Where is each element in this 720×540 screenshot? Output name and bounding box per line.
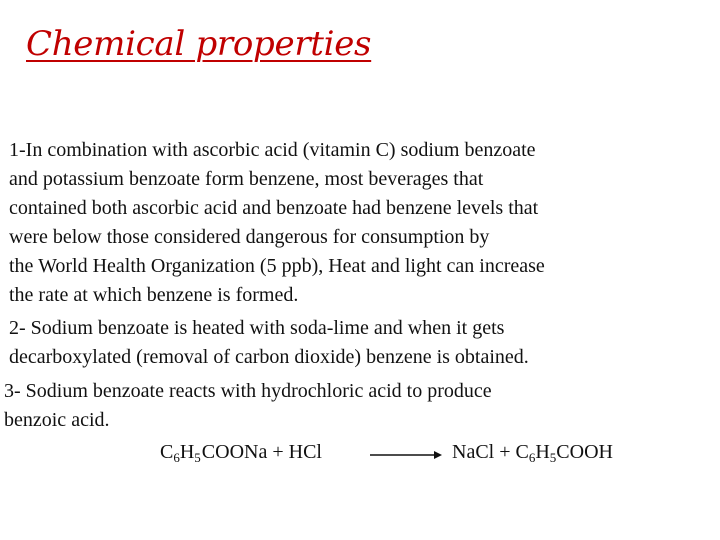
reaction-arrow-icon (370, 449, 442, 461)
text-line-3: contained both ascorbic acid and benzoate had benzene levels that (9, 197, 539, 219)
text-line-4: were below those considered dangerous for consumption by (9, 226, 490, 248)
equation-reactants: $C_6H_5COONa$ + HCl (160, 441, 322, 465)
text-line-6: the rate at which benzene is formed. (9, 284, 299, 306)
text-line-7: 2- Sodium benzoate is heated with soda-lime and when it gets (9, 317, 505, 339)
text-line-9: 3- Sodium benzoate reacts with hydrochloric acid to produce (4, 380, 492, 402)
text-line-5: the World Health Organization (5 ppb), Heat and light can increase (9, 255, 545, 277)
text-line-2: and potassium benzoate form benzene, most beverages that (9, 168, 484, 190)
text-line-10: benzoic acid. (4, 409, 110, 431)
text-line-8: decarboxylated (removal of carbon dioxide) benzene is obtained. (9, 346, 529, 368)
page-title: Chemical properties (26, 24, 372, 64)
text-line-1: 1-In combination with ascorbic acid (vitamin C) sodium benzoate (9, 139, 536, 161)
equation-products: NaCl + $C_6H_5COOH$ (452, 441, 613, 465)
